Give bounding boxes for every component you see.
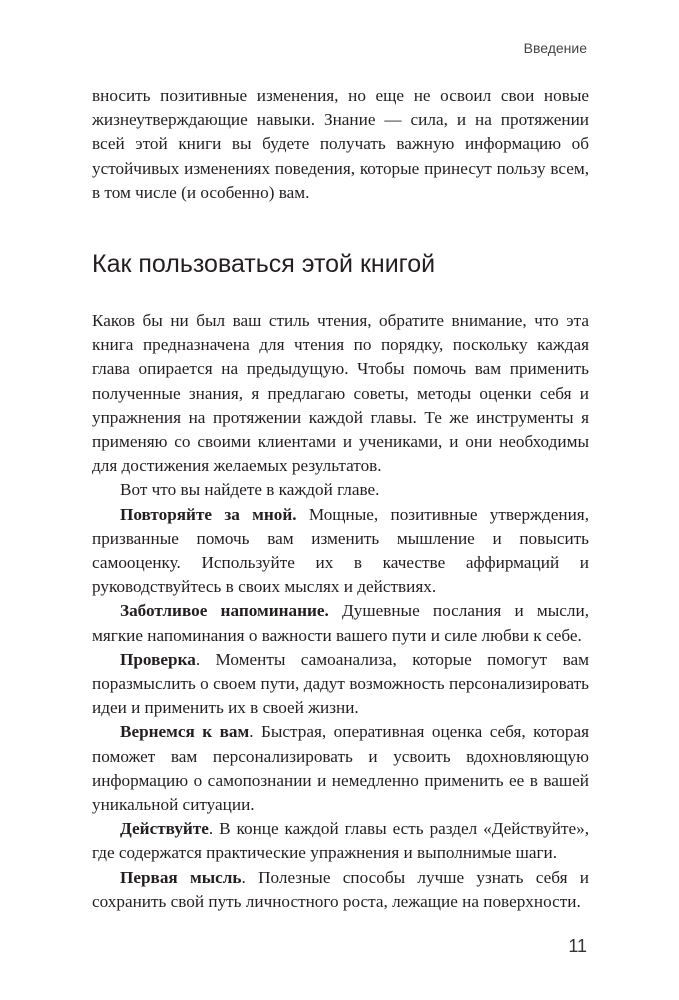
feature-repeat-after-me [92,503,589,600]
page-body [92,84,589,914]
feature-first-thought [92,866,589,914]
feature-term: Проверка [120,649,196,669]
feature-description: Душевные послания и мысли, мягкие напоминания о важности вашего пути и силе любви к себе. [92,601,589,645]
feature-term: Действуйте [120,819,209,839]
feature-term: Вернемся к вам [120,722,250,742]
feature-description: . Моменты самоанализа, которые помогут вам поразмыслить о своем пути, дадут возможность персонализировать идеи и применить их в своей жизни. [92,649,589,718]
feature-term: Первая мысль [120,867,242,887]
intro-paragraph: вносить позитивные изменения, но еще не освоил свои новые жизнеутверждающие навыки. Знание — сила, и на протяжении всей этой книги вы будете получать важную информацию об устойчивых изменениях поведения, которые принесут пользу всем, в том числе (и особенно) вам. [92,86,589,202]
body-paragraph-1: Каков бы ни был ваш стиль чтения, обратите внимание, что эта книга предназначена для чтения по порядку, поскольку каждая глава опирается на предыдущую. Чтобы помочь вам применить полученные знания, я предлагаю советы, методы оценки себя и упражнения на протяжении каждой главы. Те же инструменты я применяю со своими клиентами и учениками, и они необходимы для достижения желаемых результатов. [92,311,589,476]
page-number: 11 [568,936,587,956]
feature-term: Заботливое напоминание. [120,601,329,621]
feature-description: . В конце каждой главы есть раздел «Действуйте», где содержатся практические упражнения и выполнимые шаги. [92,819,589,863]
feature-back-to-you [92,720,589,817]
feature-description: . Полезные способы лучше узнать себя и сохранить свой путь личностного роста, лежащие на поверхности. [92,867,589,911]
feature-take-action [92,817,589,865]
section-heading: Как пользоваться этой книгой [92,250,436,279]
feature-description: . Быстрая, оперативная оценка себя, которая поможет вам персонализировать и усвоить вдохновляющую информацию о самопознании и немедленно применить ее в вашей уникальной ситуации. [92,722,589,815]
feature-description: Мощные, позитивные утверждения, призванные помочь вам изменить мышление и повысить самооценку. Используйте их в качестве аффирмаций и руководствуйтесь в своих мыслях и действиях. [92,504,589,597]
feature-check-in [92,648,589,721]
body-paragraph-2: Вот что вы найдете в каждой главе. [120,480,380,500]
feature-caring-reminder [92,599,589,647]
feature-term: Повторяйте за мной. [120,504,297,524]
running-header: Введение [523,40,587,56]
